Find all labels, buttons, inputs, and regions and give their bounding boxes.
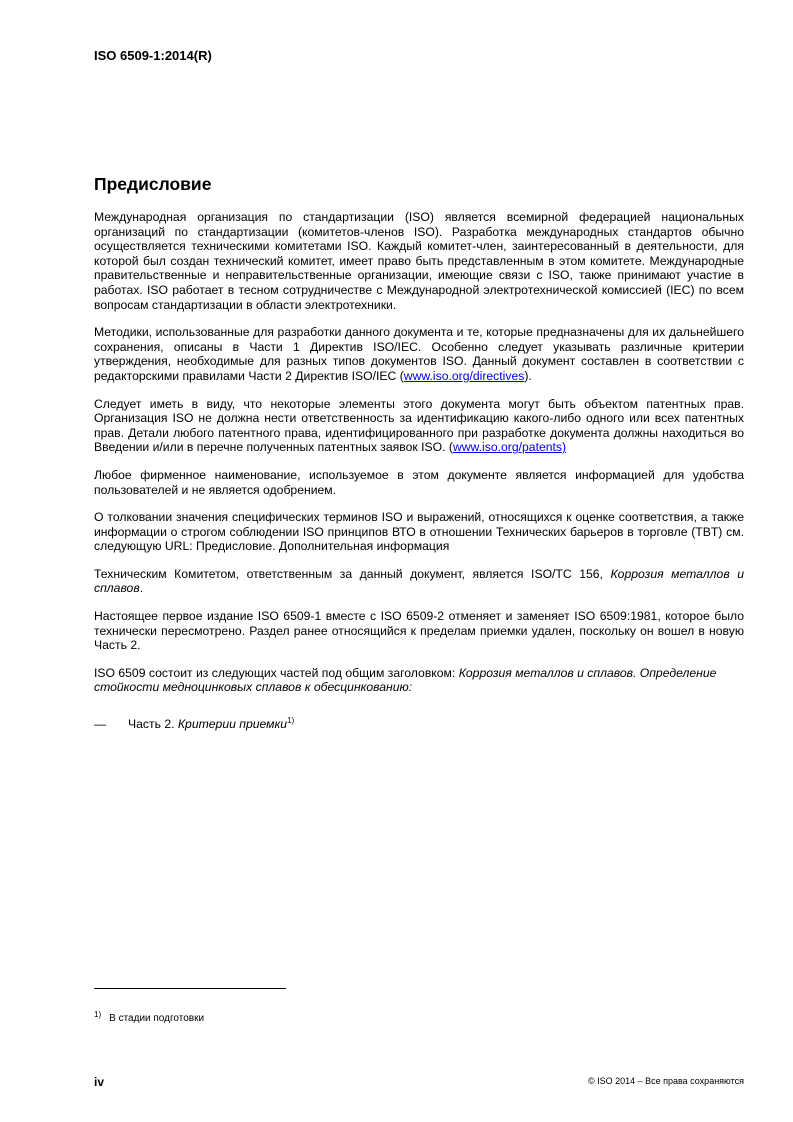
page-title: Предисловие [94,174,212,194]
list-item-italic: Критерии приемки [177,717,288,732]
list-dash: — [94,717,107,732]
general-title: Коррозия металлов и сплавов. Определение стойкости медноцинковых сплавов к обесцинкованию: [94,665,717,695]
paragraph-committee-text: Техническим Комитетом, ответственным за данный документ, является ISO/TC 156, [94,566,611,581]
committee-name: Коррозия металлов и сплавов [94,566,745,596]
foreword-body [94,210,744,732]
patents-link[interactable]: www.iso.org/patents) [452,440,567,455]
paragraph-patents-text: Следует иметь в виду, что некоторые элементы этого документа могут быть объектом патентных прав. Организация ISO не должна нести ответственность за идентификацию какого-либо одного или всех патентных прав. Детали любого патентного права, идентифицированного при разработке документа должны находиться во Введении и/или в перечне полученных патентных заявок ISO. ( [94,396,744,455]
paragraph-parts-text: ISO 6509 состоит из следующих частей под общим заголовком: [94,665,459,680]
paragraph-patents [94,397,744,455]
page-number: iv [94,1075,105,1089]
paragraph-trade-names: Любое фирменное наименование, используемое в этом документе является информацией для удобства пользователей и не является одобрением. [94,467,744,497]
list-item [94,717,744,732]
list-item-content [128,717,294,732]
paragraph-edition: Настоящее первое издание ISO 6509-1 вместе с ISO 6509-2 отменяет и заменяет ISO 6509:1981, которое было технически пересмотрено. Раздел ранее относящийся к пределам приемки удален, поскольку он вошел в новую Часть 2. [94,609,744,653]
paragraph-iso-intro: Международная организация по стандартизации (ISO) является всемирной федерацией национальных организаций по стандартизации (комитетов-членов ISO). Разработка международных стандартов обычно осуществляется техническими комитетами ISO. Каждый комитет-член, заинтересованный в деятельности, для которой был создан технический комитет, имеет право быть представленным в этом комитете. Международные правительственные и неправительственные организации, имеющие связи с ISO, также принимают участие в работах. ISO работает в тесном сотрудничестве с Международной электротехнической комиссией (IEC) по всем вопросам стандартизации в области электротехники. [94,210,744,312]
paragraph-committee [94,567,744,596]
paragraph-directives-end: ). [524,368,532,383]
paragraph-directives [94,325,744,383]
footnote-separator [94,988,286,989]
paragraph-directives-text: Методики, использованные для разработки данного документа и те, которые предназначены для их дальнейшего сохранения, описаны в Части 1 Директив ISO/IEC. Особенно следует указывать различные критерии утверждения, необходимые для разных типов документов ISO. Данный документ составлен в соответствии с редакторскими правилами Части 2 Директив ISO/IEC ( [94,325,744,383]
copyright-notice: © ISO 2014 – Все права сохраняются [587,1076,744,1086]
list-item-text: Часть 2. [128,717,178,732]
footnote [94,1009,205,1024]
footnote-reference[interactable]: 1) [287,715,295,725]
paragraph-parts [94,666,744,695]
directives-link[interactable]: www.iso.org/directives [403,368,525,383]
document-id: ISO 6509-1:2014(R) [94,48,212,63]
paragraph-terms: О толковании значения специфических терминов ISO и выражений, относящихся к оценке соответствия, а также информации о строгом соблюдении ISO принципов ВТО в отношении Технических барьеров в торговле (TBT) см. следующую URL: Предисловие. Дополнительная информация [94,510,744,554]
footnote-text: В стадии подготовки [109,1013,205,1024]
paragraph-committee-end: . [139,581,144,596]
footnote-marker: 1) [94,1009,102,1019]
